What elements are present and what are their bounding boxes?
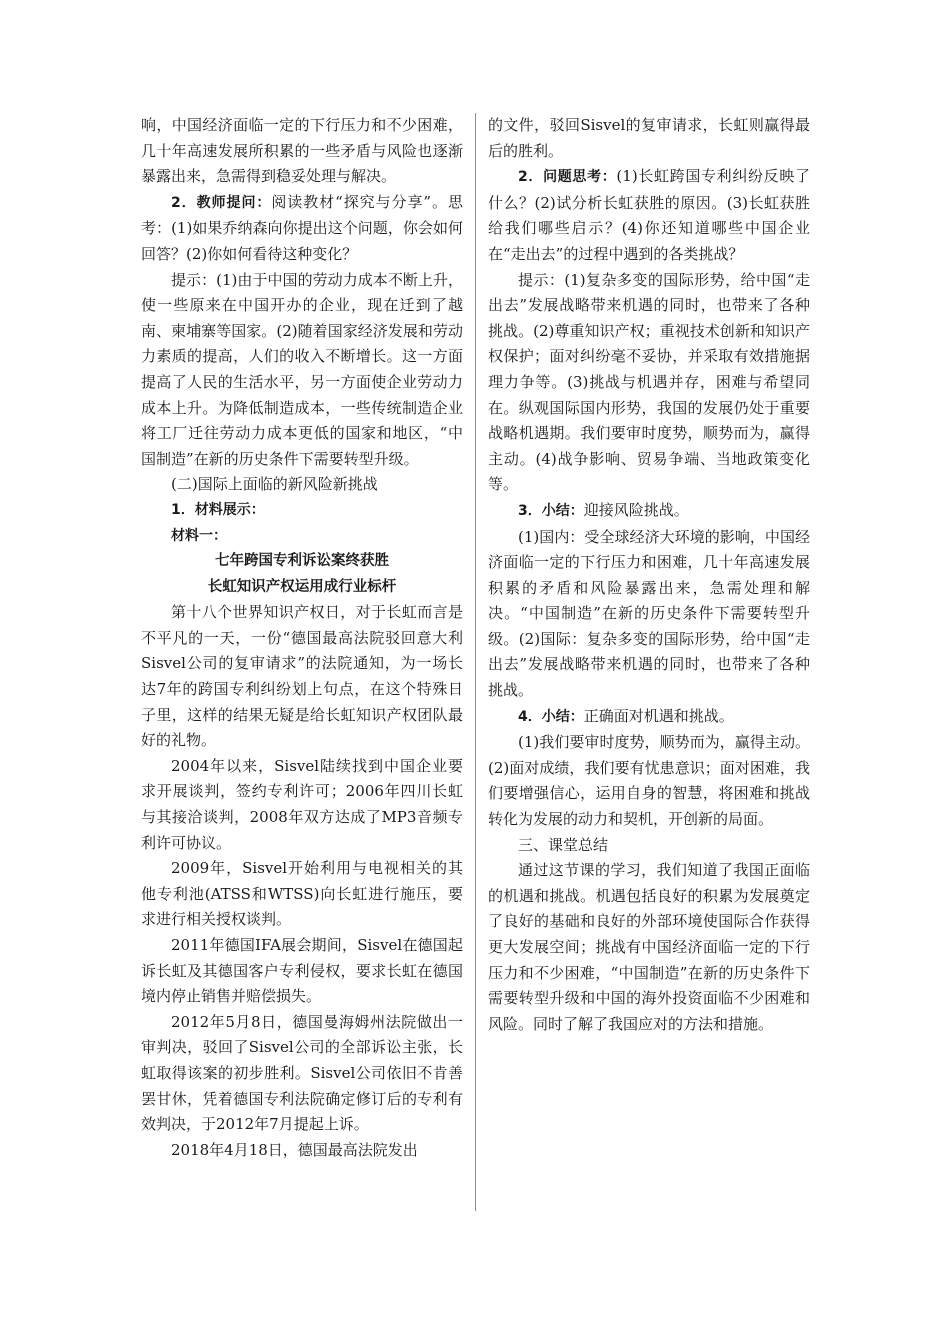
summary-four-text: 正确面对机遇和挑战。 [583, 706, 734, 725]
article-title-line2: 长虹知识产权运用成行业标杆 [207, 578, 397, 595]
article-paragraph: 第十八个世界知识产权日，对于长虹而言是不平凡的一天，一份“德国最高法院驳回意大利Sisvel公司的复审请求”的法院通知，为一场长达7年的跨国专利纠纷划上句点，在这个特殊日子里，这样的结果无疑是给长虹知识产权团队最好的礼物。 [141, 603, 463, 750]
summary-three-text: 迎接风险挑战。 [583, 500, 689, 519]
summary-three-label: 3．小结： [518, 502, 584, 519]
hint-paragraph: 提示：(1)复杂多变的国际形势，给中国“走出去”发展战略带来机遇的同时，也带来了各种挑战。(2)尊重知识产权；重视技术创新和知识产权保护；面对纠纷毫不妥协，并采取有效措施据理力争等。(3)挑战与机遇并存，困难与希望同在。纵观国际国内形势，我国的发展仍处于重要战略机遇期。我们要审时度势，顺势而为，赢得主动。(4)战争影响、贸易争端、当地政策变化等。 [488, 270, 810, 494]
article-title-line1: 七年跨国专利诉讼案终获胜 [215, 553, 389, 570]
summary-three [488, 498, 810, 525]
question-thinking-label: 2．问题思考： [518, 169, 617, 186]
article-paragraph: 2009年，Sisvel开始利用与电视相关的其他专利池(ATSS和WTSS)向长虹进行施压，要求进行相关授权谈判。 [141, 859, 463, 929]
paragraph: (1)我们要审时度势，顺势而为，赢得主动。(2)面对成绩，我们要有忧患意识；面对困难，我们要增强信心，运用自身的智慧，将困难和挑战转化为发展的动力和契机，开创新的局面。 [488, 733, 810, 829]
article-paragraph: 2018年4月18日，德国最高法院发出 [171, 1140, 418, 1159]
article-paragraph: 2011年德国IFA展会期间，Sisvel在德国起诉长虹及其德国客户专利侵权，要求长虹在德国境内停止销售并赔偿损失。 [141, 936, 463, 1006]
paragraph: 的文件，驳回Sisvel的复审请求，长虹则赢得最后的胜利。 [488, 116, 810, 160]
section-heading: 三、课堂总结 [518, 835, 609, 854]
material-one-label: 材料一： [171, 527, 227, 544]
summary-four-label: 4．小结： [518, 708, 584, 725]
summary-four [488, 704, 810, 731]
column-divider [475, 113, 476, 1211]
question-thinking [488, 164, 810, 267]
teacher-question [141, 190, 463, 268]
article-paragraph: 2012年5月8日，德国曼海姆州法院做出一审判决，驳回了Sisvel公司的全部诉讼主张，长虹取得该案的初步胜利。Sisvel公司依旧不肯善罢甘休，凭着德国专利法院确定修订后的专利有效判决，于2012年7月提起上诉。 [141, 1012, 463, 1134]
section-heading: (二)国际上面临的新风险新挑战 [171, 475, 378, 494]
left-column [141, 113, 463, 1163]
paragraph: 响，中国经济面临一定的下行压力和不少困难，几十年高速发展所积累的一些矛盾与风险也逐渐暴露出来，急需得到稳妥处理与解决。 [141, 116, 463, 186]
right-column [488, 113, 810, 1037]
paragraph: 通过这节课的学习，我们知道了我国正面临的机遇和挑战。机遇包括良好的积累为发展奠定了良好的基础和良好的外部环境使国际合作获得更大发展空间；挑战有中国经济面临一定的下行压力和不少困难，“中国制造”在新的历史条件下需要转型升级和中国的海外投资面临不少困难和风险。同时了解了我国应对的方法和措施。 [488, 861, 810, 1033]
teacher-question-label: 2．教师提问： [171, 194, 272, 211]
hint-paragraph: 提示：(1)由于中国的劳动力成本不断上升，使一些原来在中国开办的企业，现在迁到了越南、柬埔寨等国家。(2)随着国家经济发展和劳动力素质的提高，人们的收入不断增长。这一方面提高了人民的生活水平，另一方面使企业劳动力成本上升。为降低制造成本，一些传统制造企业将工厂迁往劳动力成本更低的国家和地区，“中国制造”在新的历史条件下需要转型升级。 [141, 270, 463, 468]
article-paragraph: 2004年以来，Sisvel陆续找到中国企业要求开展谈判，签约专利许可；2006年四川长虹与其接洽谈判，2008年双方达成了MP3音频专利许可协议。 [141, 756, 463, 852]
paragraph: (1)国内：受全球经济大环境的影响，中国经济面临一定的下行压力和困难，几十年高速发展积累的矛盾和风险暴露出来，急需处理和解决。“中国制造”在新的历史条件下需要转型升级。(2)国际：复杂多变的国际形势，给中国“走出去”发展战略带来机遇的同时，也带来了各种挑战。 [488, 527, 810, 700]
teacher-question-text: 阅读教材“探究与分享”。思考：(1)如果乔纳森向你提出这个问题，你会如何回答？(2)你如何看待这种变化？ [141, 192, 463, 263]
material-display-label: 1．材料展示： [171, 501, 265, 518]
question-thinking-text: (1)长虹跨国专利纠纷反映了什么？(2)试分析长虹获胜的原因。(3)长虹获胜给我们哪些启示？(4)你还知道哪些中国企业在“走出去”的过程中遇到的各类挑战？ [488, 167, 811, 263]
